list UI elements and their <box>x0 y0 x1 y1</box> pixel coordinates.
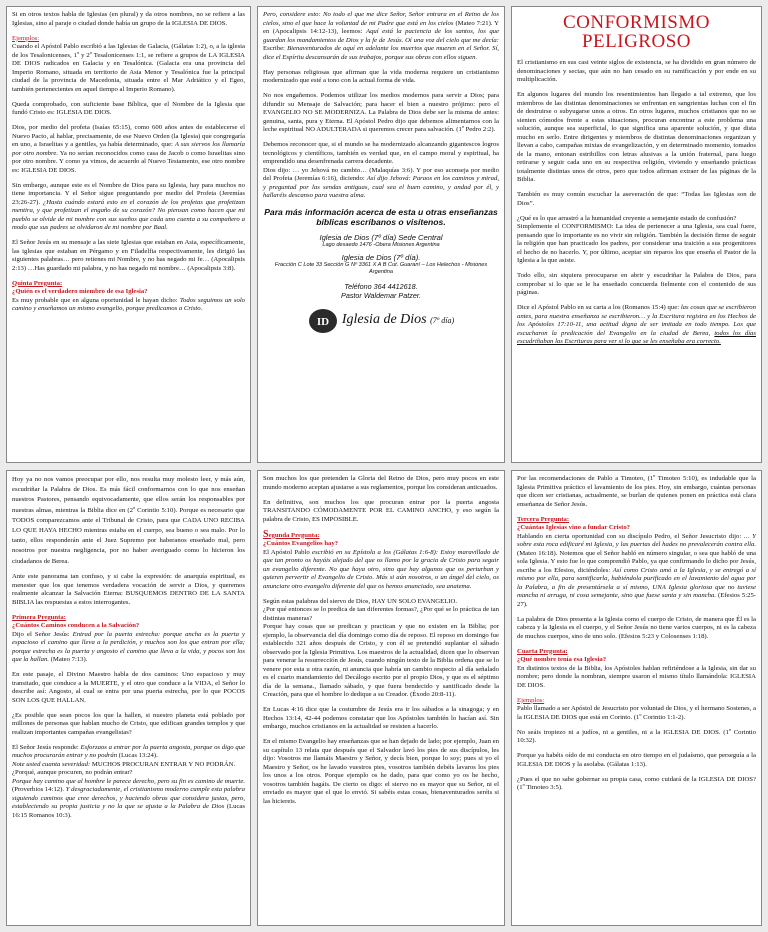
why-question: ¿Porqué, aunque procuren, no podrán entrar? <box>12 769 133 777</box>
conformism-text: Simplemente el CONFORMISMO: La idea de pertenecer a una Iglesia, sea cual fuere, pensando que lo importante es no vivir sin religión. También la decisión firme de seguir la religión que han practicado los padres, por considerar una traición a sus progenitores el hecho de no hacerlo. Y, por último, aceptar sin reparos los que enseña el Pastor de la Iglesia a la que asiste. <box>517 223 756 264</box>
paragraph-body: La palabra de Dios presenta a la Iglesia como el cuerpo de Cristo, de manera que Él es la cabeza y la Iglesia es el cuerpo, y el Señor Jesús no tiene varios cuerpos, ni es la cabeza de muchos cuerpos, sino de uno solo. (Efesios 5:23 y Colosenses 1:18). <box>517 615 756 640</box>
paragraph-sunday: Porque hay cosas que se predican y practican y que no existen en la Biblia; por ejemplo, la observancia del día domingo como día de reposo. El reposo en domingo fue establecido 321 años después de Cristo, y con él se pretendió suplantar el sábado observado por la Iglesia Primitiva. Los maestros de la actualidad, dicen que lo observan para venerar la resurrección de Jesús, cuando ningún texto de la Biblia ordena que se lo venere por esta u otra razón, ni anuncia que habría un cambio respecto al día señalado es el cuarto mandamiento del Decálogo escrito por el propio Dios, y que es el séptimo día de la semana., llamado sábado, y que fuera bendecido y santificado desde la Creación, para que el hombre lo dedique a su Creador. (Éxodo 20:8-11). <box>263 623 499 698</box>
matthew-quote: Pero, considere esto: No todo el que me dice Señor, Señor entrara en el Reino de los cielos, sino el que hace la voluntad de mi Padre que está en los cielos <box>263 11 499 27</box>
q3-quote: … Y sobre esta roca edificaré mi Iglesia, y las puertas del hades no prevalecerán contra ella. <box>517 532 757 548</box>
paragraph-modern-life: Hay personas religiosas que afirman que la vida moderna requiere un cristianismo modernizado que esté a tono con la actual forma de vida. <box>263 68 499 84</box>
paragraph-few-find: ¿Es posible que sean pocos los que la hallen, si nuestro planeta está poblado por millones de personas que hablan mucho de Cristo, que edifican grandes templos y que realizan importantes campañas evangelistas? <box>12 711 245 736</box>
phone-number: Teléfono 364 4412618. <box>344 282 418 291</box>
logo-text: Iglesia de Dios (7º día) <box>341 312 455 328</box>
many-cannot: MUCHOS PROCURAN ENTRAR Y NO PODRÁN. <box>91 760 236 768</box>
intro-paragraph: Si en otros textos habla de Iglesias (en plural) y da otros nombres, no se refiere a las Iglesias, sino al paraje o ciudad donde había un grupo de la IGLESIA DE DIOS. <box>12 11 245 27</box>
malachi-text: Dios dijo: … yo Jehová no cambio… (Malaquías 3:6). Y por eso aconseja por medio del Profeta (Jeremías 6:16), diciendo: <box>263 166 499 182</box>
q3-label: Tercera Pregunta: <box>517 515 570 523</box>
logo-mark: ID <box>316 316 329 328</box>
church-2-name: Iglesia de Dios (7º día). <box>341 253 421 262</box>
paragraph-christianity: El cristianismo en sus casi veinte siglos de existencia, se ha dividido en gran número de denominaciones y sectas, que aún no han cesado en su ramificación y por ende en su multiplicación. <box>517 59 756 83</box>
paragraph-luke-sabbath: En Lucas 4:16 dice que la costumbre de Jesús era ir los sábados a la sinagoga; y en Hechos 13:14, 42-44 podemos constatar que los Apóstoles también lo hacían así. Sin embargo, muchos cristianos en la actualidad se resisten a hacerlo. <box>263 706 499 730</box>
world-text: Debemos reconocer que, si el mundo se ha modernizado alcanzando gigantescos logros tecnológicos y científicos, también es verdad que, en el campo moral y espiritual, ha emprendido una desenfrenada carrera decadente. <box>263 141 499 165</box>
paragraph-resentments: En algunos lugares del mundo los resentimientos han llegado a tal extremo, que los miembros de las distintas denominaciones se enfrentan en sangrientas luchas con el fin de destruirse o subyugarse unos a otros. En otros lugares, muchos cristianos que no se sienten cómodos frente a estas situaciones, procuran encontrar a este problema una solución, aunque sea superficial, lo que significa una aparente solución, y que dista mucho en serlo. Entre dirigentes y miembros de distintas denominaciones organizan y llevan a cabo, campañas mixtas de evangelización, y en determinado momento, tomados de la mano, entonan estribillos con letras alusivas a la unión fraternal, para luego retirarse y seguir cada uno en su respectiva religión, viviendo y enseñando prácticas totalmente distintas unos de otros, pero que todos afirman extraer de las páginas de la Biblia. <box>517 91 756 183</box>
q3-quote-2: Así como Cristo amó a la Iglesia, y se entregó a sí mismo por ella, para santificarla, habiéndola purificado en el lavamiento del agua por la Palabra, a fin de presentársela a sí mismo, UNA Iglesia gloriosa que no tuviese mancha ni arruga, ni cosa semejante, sino que fuese santa y sin mancha. <box>517 566 756 599</box>
page-title <box>517 13 756 51</box>
ejemplos-text: Cuando el Apóstol Pablo escribió a las Iglesias de Galacia, (Gálatas 1:2), o, a la iglesia de los Tesalonicenses, 1º y 2º Tesalonicenses 1:1, se refiere a grupos de LA IGLESIA DE DIOS radicados en Galacia y en Tesalónica. (Galacia era una provincia del Imperio Romano, situada en territorio de Asia Menor y Tesalónica fue la principal ciudad de la provincia de Macedonia, situada entre el Mar Adriático y el Egeo, también pertenecientes en aquel tiempo al Imperio Romano). <box>12 43 245 93</box>
q5-question: ¿Quién es el verdadero miembro de esa Iglesia? <box>12 288 148 295</box>
title-line-1: CONFORMISMO <box>563 12 710 33</box>
title-line-2: PELIGROSO <box>581 31 691 52</box>
church-logo <box>263 308 499 334</box>
church-1-name: Iglesia de Dios (7º día) Sede Central <box>319 233 443 242</box>
luke-ref: (Lucas 13:24). <box>118 752 158 760</box>
q1-quote: Entrad por la puerta estrecha: porque ancha es la puerta y espacioso el camino que lleva a la perdición, y muchos son los que entran por ella; porque estrecha es la puerta y angosto el camino que lleva a la vida, y pocos son los que la hallan. <box>12 630 246 664</box>
lord-responds: El Señor Jesús responde: <box>12 743 79 751</box>
ejemplos-2-text: Pablo llamado a ser Apóstol de Jesucristo por voluntad de Dios, y el hermano Sostenes, a la IGLESIA DE DIOS que está en Corinto. (1º Corintio 1:1-2). <box>517 705 756 721</box>
church-2-address: Fracción C Lote 33 Sección G Nº 3361 X A B Cut. Guaraní – Los Helechos - Misiones Argentina <box>274 262 488 275</box>
q2-answer: El Apóstol Pablo <box>263 548 310 556</box>
q1-label: Primera Pregunta: <box>12 613 66 621</box>
q3-ref: (Efesios 5:25-27). <box>517 592 757 608</box>
q5-label: Quinta Pregunta: <box>12 279 63 287</box>
romans-text: Dice el Apóstol Pablo en su carta a los (Romanos 15:4) que: <box>517 304 680 311</box>
paragraph-romans <box>517 304 756 347</box>
matthew-ref: (Mateo 7:21). Y en (Apocalipsis 14:12-13), leemos: <box>263 19 499 35</box>
paragraph-seven-churches: El Señor Jesús en su mensaje a las siete Iglesias que estaban en Asia, específicamente, las iglesias que estaban en Pérgamo y en Filadelfia respectivamente, les dirigió las siguientes palabras… pero retienes mi Nombre, y no has negado mi fe… (Apocalipsis 2:13) …Has guardado mi palabra, y no has negado mi nombre… (Apocalipsis 3:8). <box>12 239 245 272</box>
paragraph-corinthians: No seáis tropiezo ni a judíos, ni a gentiles, ni a la IGLESIA DE DIOS. (1º Corintio 10:32). <box>517 728 756 744</box>
contact-info <box>263 207 499 334</box>
q1-answer: Dijo el Señor Jesús: <box>12 630 70 638</box>
berea-underline: todos los días escudriñaban las Escrituras para ver si lo que se les enseñaba era correcto. <box>517 329 756 345</box>
q1-question: ¿Cuántos Caminos conducen a la Salvación? <box>12 622 140 630</box>
q4-label: Cuarta Pregunta: <box>517 647 568 655</box>
q3-answer: Hablando en cierta oportunidad con su discípulo Pedro, el Señor Jesucristo dijo: <box>517 532 742 540</box>
jeremiah-quote: ¿Hasta cuándo estará esto en el corazón de los profetas que profetizan mentira, y que profetizan el engaño de su corazón? No piensan como hacen que mi pueblo se olvide de mi nombre con sus sueños que cada uno cuenta a su compañero a modo que sus padres se olvidaron de mi nombre por Baal. <box>12 198 245 231</box>
q3-answer-cont: (Mateo 16:18). Notemos que el Señor habló en número singular, o sea que habló de una sola Iglesia. Y esto fue lo que comprendió Pablo, ya que confirmando lo dicho por Jesús, escribe a los Efesios, diciéndoles: <box>517 549 756 574</box>
paragraph-two-ways: En este pasaje, el Divino Maestro habla de dos caminos: Uno espacioso y muy transitado, que conduce a la MUERTE, y el otro que conduce a la VIDA, el Señor lo describe así: Angosto, al cual se entra por una puerta estrecha, por lo que POCOS SON LOS QUE HALLAN. <box>12 671 245 704</box>
luke-romans-ref: (Lucas 16:15 Romanos 10:3). <box>12 803 246 819</box>
q1-ref: (Mateo 7:13). <box>50 656 88 664</box>
q2-quote: escribió en su Epístola a los (Gálatas 1:6-8): Estoy maravillado de que tan pronto os hayáis alejado del que os llamo por la gracia de Cristo para seguir un evangelio diferente. No que haya otro, sino que hay algunos que os perturban y quieren pervertir el Evangelio de Cristo. Más si aún nosotros, o un ángel del cielo, os anunciare otro evangelio diferente del que os hemos anunciado, sea anatema. <box>263 548 499 590</box>
ejemplos-2-paragraph <box>517 697 756 723</box>
paragraph-conformism <box>517 215 756 266</box>
proverbs-ref: (Proverbios 14:12). <box>12 786 65 794</box>
paragraph-today: Hoy ya no nos vamos preocupar por ello, nos resulta muy molesto leer, y más aún, escudriñar la Palabra de Dios. Es más fácil conformarnos con lo que nos enseñan nuestros Pastores, pensando equivocadamente, que ellos serán los responsables por nuestras almas, mientras la Biblia dice en (2º Corintio 5:10). Porque es necesario que TODOS comparezcamos ante el Tribunal de Cristo, para que CADA UNO RECIBA LO QUE HAYA HECHO mientras estaba en el cuerpo, sea bueno o sea malo. Por lo tanto, ellos responderán ante el Juez Supremo por haberanos enseñado mal, pero nosotros por nuestra negligencia, por no haber averiguado como lo hicieron los ciudadanos de Berea. <box>12 476 245 565</box>
luke-quote: Esforzaos a entrar por la puerta angosta, porque os digo que muchos procurarán entrar y no podrán <box>12 743 245 760</box>
jeremiah-6-quote: Así dijo Jehová: Paraos en los caminos y mirad, y preguntad por las sendas antiguas, cual sea el buen camino, y andad por él, y hallaréis descanso para vuestra alma. <box>263 175 499 199</box>
paragraph-matthew <box>263 11 499 62</box>
isaiah-text-cont: Ya no serían reconocidos como casa de Jacob o como Israelitas sino por otro nombre. Y como ya vimos, de acuerdo al Nuevo Testamento, ese otro nombre es: IGLESIA DE DIOS. <box>12 149 246 174</box>
paragraph-why-different: ¿Por qué entonces se lo predica de tan diferentes formas?, ¿Por qué se lo práctica de tan distintas maneras? <box>263 606 499 622</box>
second-question <box>263 528 499 592</box>
panel-top-right <box>511 6 762 463</box>
revelation-mid: Escribe: <box>263 45 285 52</box>
paragraph-timothy: Por las recomendaciones de Pablo a Timoteo, (1º Timoteo 5:10), es indudable que la Iglesia Primitiva práctico el lavamiento de los pies. Hoy, sin embargo, cuántas personas que dicen ser cristianas, actualmente, se burlan de quienes ponen en práctica está clara enseñanza de Señor Jesús. <box>517 475 756 508</box>
panel-top-left <box>6 6 251 463</box>
ejemplos-2-label: Ejemplos: <box>517 696 545 704</box>
logo-emblem-icon <box>308 308 338 334</box>
proverbs-quote: Porque hay camino que al hombre le parece derecho, pero su fin es camino de muerte. <box>12 777 245 785</box>
jeremiah-text: Sin embargo, aunque este es el Nombre de Dios para su Iglesia, hay para muchos no tiene importancia. Y el Señor sigue preguntando por medio del Profeta (Jeremías 23:26-27). <box>12 181 245 206</box>
paragraph-foot-washing: En el mismo Evangelio hay enseñanzas que se han dejado de lado; por ejemplo, Juan en su capítulo 13 relata que después que el Salvador lavó los pies de sus discípulos, les dijo: Vosotros me llamáis Maestro y Señor, y decís bien, porque lo soy; pues si yo el Maestro y Señor, os he lavado vuestros pies, vosotros también debéis lavaros los pies los unos a los otros. Porque ejemplo os he dado, para que como yo os he hecho, vosotros también hagáis. De cierto os digo: el siervo no es mayor que su Señor, ni el enviado es mayor que el que lo envió. Si sabéis estas cosas, bienaventurados seréis si las hiciereis. <box>263 738 499 805</box>
ejemplos-label: Ejemplos: <box>12 34 40 42</box>
q4-answer: En distintos textos de la Biblia, los Apóstoles hablan refiriéndose a la Iglesia, sin dar su nombre; pero donde la nombran, siempre usaron el mismo título llamándola: IGLESIA DE DIOS. <box>517 664 756 689</box>
third-question <box>517 516 756 610</box>
paragraph-galatians: Porque ya habéis oído de mi conducta en otro tiempo en el judaísmo, que perseguía a la IGLESIA DE DIOS y la asolaba. (Gálatas 1:13). <box>517 752 756 768</box>
paragraph-world-modernized <box>263 141 499 201</box>
revelation-quote-2: Bienaventurados de aquí en adelante los muertos que mueren en el Señor. Sí, dice el Espíritu descansarán de sus trabajos, porque sus obras con ellos siguen. <box>263 45 500 61</box>
paragraph-no-modernize: No nos engañemos. Podemos utilizar los medios modernos para servir a Dios; para difundir su Mensaje de Salvación; para hacer el bien a nuestro prójimo: pero el EVANGELIO NO SE MODERNIZA. La Palabra de Dios debe ser la misma de antes: genuina, santa, pura y Eterna. El Apóstol Pedro dijo que debemos alimentarnos con la leche espiritual NO ADULTERADA si queremos crecer para salvación. (1º Pedro 2:2). <box>263 92 499 133</box>
panel-bottom-left <box>6 470 251 926</box>
pastor-name: Pastor Waldemar Patzer. <box>341 291 421 300</box>
q2-label: Segunda Pregunta: <box>263 528 320 540</box>
modern-christianity-quote: Y desgraciadamente, el cristianismo moderno cumple esta palabra siguiendo caminos que cree derechos, y haciendo obras que considera justas, pero, estableciendo su propia justicia y no la que se ajusta a la Palabra de Dios <box>12 786 246 811</box>
info-heading: Para más información acerca de esta u otras enseñanzas bíblicas escríbanos o visítenos. <box>264 207 498 227</box>
fourth-question <box>517 648 756 691</box>
q2-question: ¿Cuántos Evangelios hay? <box>263 540 339 547</box>
severity-note: Note usted cuanta severidad: <box>12 760 91 768</box>
panel-bottom-middle <box>257 470 505 926</box>
paragraph-isaiah <box>12 124 245 175</box>
panel-bottom-right <box>511 470 762 926</box>
isaiah-text: Dios, por medio del profeta (Isaías 65:15), como 600 años antes de establecerse el Nuevo Pacto, al hablar, precisamente, de ese Nuevo Orden (la Iglesia) que congregaría en uno, a Israelitas y a gentiles, ya había determinado, que: <box>12 124 245 148</box>
ejemplos-paragraph <box>12 35 245 95</box>
q3-question: ¿Cuántas Iglesias vino a fundar Cristo? <box>517 524 631 531</box>
panel-top-middle <box>257 6 505 463</box>
q5-answer-quote: Todos seguimos un solo camino y enseñamos un mismo evangelio, porque predicamos a Cristo. <box>12 296 246 312</box>
paragraph-panorama: Ante este panorama tan confuso, y si cabe la expresión: de anarquía espiritual, es menester que los que tenemos verdadera vocación de servir a Dios, y queremos realmente alcanzar la Salvación Eterna: BUSQUEMOS DENTRO DE LA SANTA BIBLIA las respuestas a estos interrogantes. <box>12 573 245 606</box>
fifth-question <box>12 280 245 314</box>
q4-question: ¿Qué nombre tenía esa Iglesia? <box>517 656 607 663</box>
paragraph-one-gospel: Según estas palabras del siervo de Dios, HAY UN SOLO EVANGELIO. <box>263 597 458 605</box>
first-question <box>12 614 245 665</box>
romans-quote: las cosas que se escribieron antes, para nuestra enseñanza se escribieron… y la Escritura registra en los Hechos de los Apóstoles 17:10-11, una actitud digna de ser imitada en todo tiempo. Los que escucharon la predicación del Evangelio en la ciudad de Berea, <box>517 304 756 337</box>
confusion-question: ¿Qué es lo que arrastró a la humanidad creyente a semejante estado de confusión? <box>517 214 737 222</box>
revelation-quote: Aquí está la paciencia de los santos, los que guardan los mandamientos de Dios y la fe de Jesús. Oí una voz del cielo que me decía: <box>263 28 499 44</box>
paragraph-name-proven: Queda comprobado, con suficiente base Bíblica, que el Nombre de la Iglesia que fundó Cristo es: IGLESIA DE DIOS. <box>12 100 245 116</box>
paragraph-lord-responds <box>12 744 245 821</box>
paragraph-timothy-3: ¿Pues el que no sabe gobernar su propia casa, como cuidará de la IGLESIA DE DIOS? (1º Timoteo 3:5). <box>517 775 756 791</box>
paragraph-all-churches: También es muy común escuchar la aseveración de que: “Todas las Iglesias son de Dios”. <box>517 191 756 207</box>
paragraph-narrow-gate: En definitiva, son muchos los que procuran entrar por la puerta angosta TRANSITANDO CÓMODAMENTE POR EL CAMINO ANCHO, y eso según la palabra de Cristo, ES IMPOSIBLE. <box>263 498 499 523</box>
paragraph-glory: Son muchos los que pretenden la Gloria del Reino de Dios, pero muy pocos en este mundo moderno aceptan ajustarse a sus reglamentos, porque los consideran anticuados. <box>263 475 499 491</box>
paragraph-search-word: Todo ello, sin siquiera preocuparse en abrir y escudriñar la Palabra de Dios, para comprobar si lo que se le ha enseñado concuerda fielmente con el contenido de sus páginas. <box>517 272 756 296</box>
church-1-address: Lago desaedo 1476 -Obera Misiones Argentina <box>322 242 440 248</box>
paragraph-jeremiah <box>12 182 245 233</box>
q5-answer: Es muy probable que en alguna oportunidad le hayan dicho: <box>12 296 178 304</box>
isaiah-quote: A sus siervos los llamaría por otro nombre. <box>12 141 246 157</box>
